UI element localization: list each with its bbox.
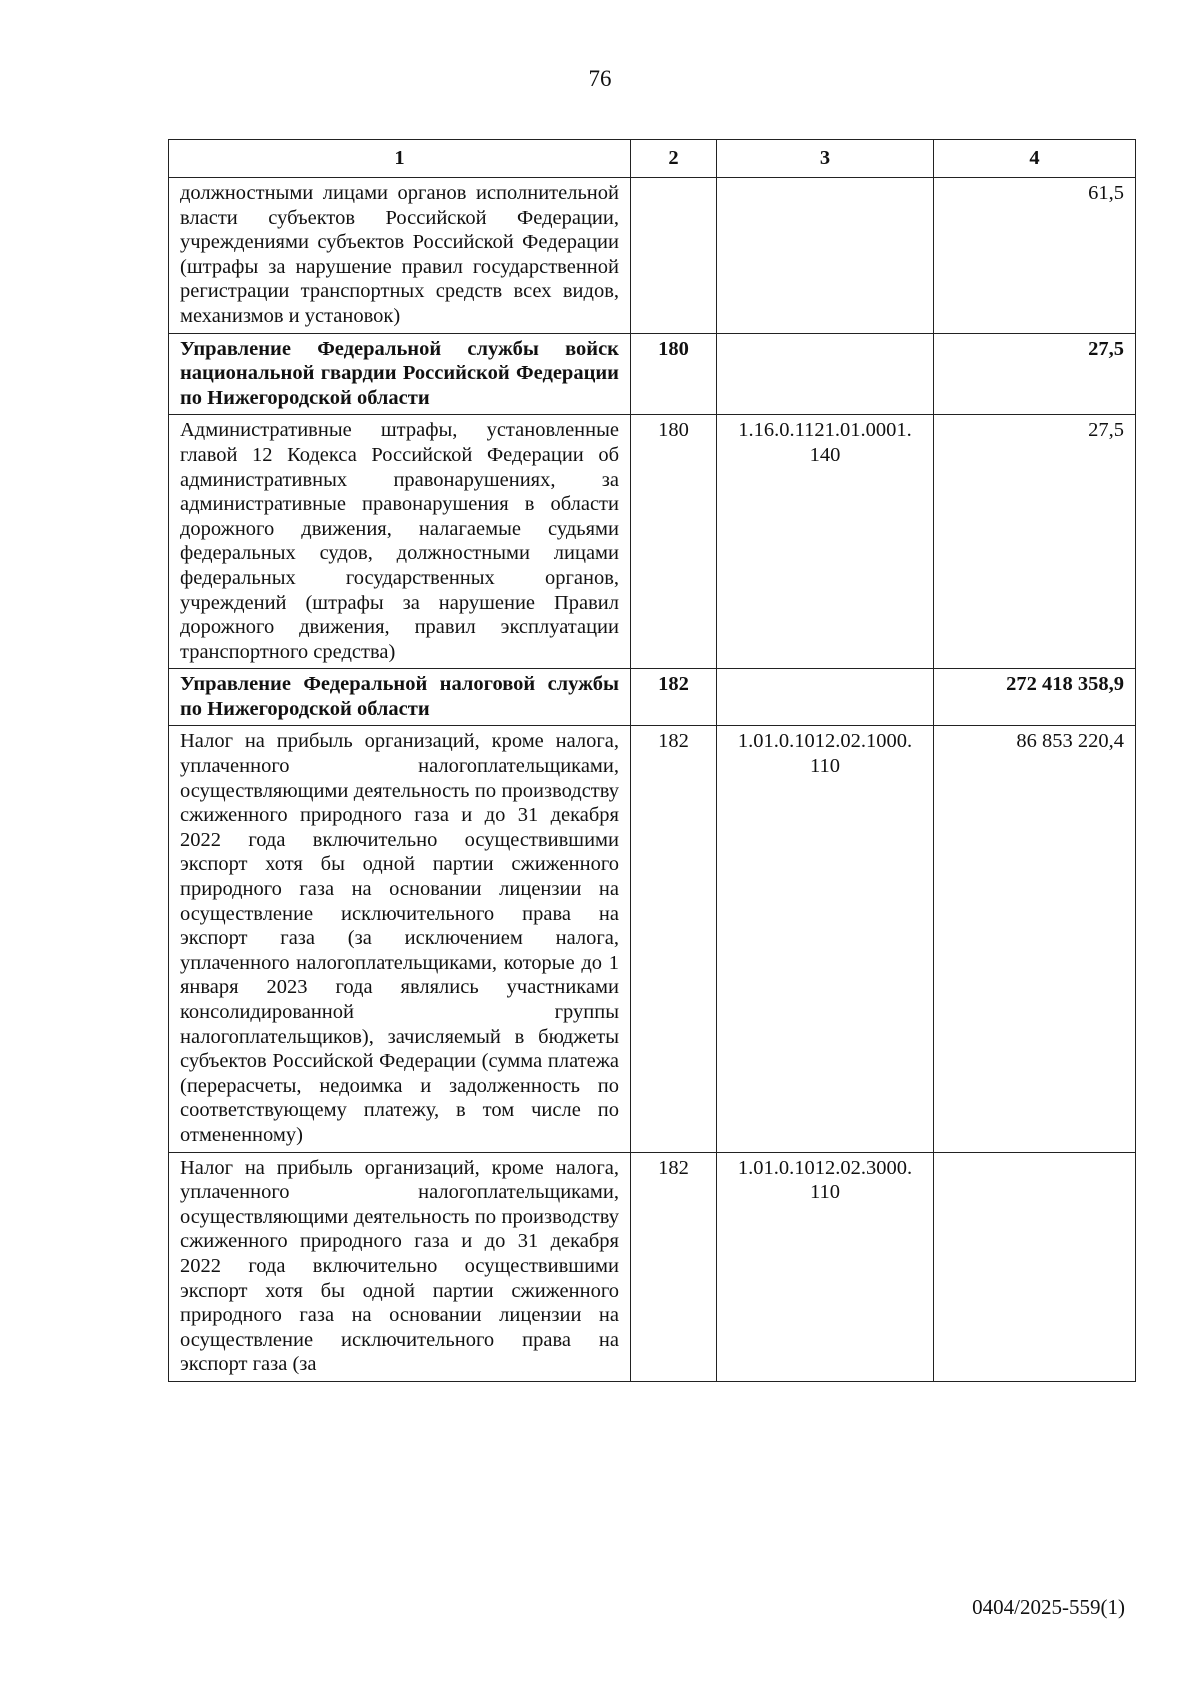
row-kbk-code xyxy=(717,669,934,726)
row-amount xyxy=(934,1152,1136,1381)
table-row xyxy=(169,415,1136,669)
table-row xyxy=(169,669,1136,726)
row-amount: 27,5 xyxy=(934,333,1136,415)
row-admin-code: 180 xyxy=(631,333,717,415)
table-row xyxy=(169,178,1136,334)
column-header-3: 3 xyxy=(717,140,934,178)
row-kbk-code: 1.01.0.1012.02.3000. 110 xyxy=(717,1152,934,1381)
row-kbk-code xyxy=(717,178,934,334)
page-number: 76 xyxy=(588,66,612,91)
row-admin-code: 182 xyxy=(631,669,717,726)
row-description: Налог на прибыль организаций, кроме налога, уплаченного налогоплательщиками, осуществляющими деятельность по производству сжиженного природного газа и до 31 декабря 2022 года включительно осуществившими экспорт хотя бы одной партии сжиженного природного газа на основании лицензии на осуществление исключительного права на экспорт газа (за xyxy=(169,1152,631,1381)
row-description: Управление Федеральной службы войск национальной гвардии Российской Федерации по Нижегородской области xyxy=(169,333,631,415)
table-header-row xyxy=(169,140,1136,178)
row-amount: 86 853 220,4 xyxy=(934,726,1136,1152)
row-amount: 272 418 358,9 xyxy=(934,669,1136,726)
column-header-4: 4 xyxy=(934,140,1136,178)
row-amount: 61,5 xyxy=(934,178,1136,334)
row-admin-code: 180 xyxy=(631,415,717,669)
table-row xyxy=(169,333,1136,415)
column-header-1: 1 xyxy=(169,140,631,178)
row-kbk-code xyxy=(717,333,934,415)
row-admin-code: 182 xyxy=(631,726,717,1152)
row-kbk-code: 1.16.0.1121.01.0001. 140 xyxy=(717,415,934,669)
table-row xyxy=(169,1152,1136,1381)
row-description: Налог на прибыль организаций, кроме налога, уплаченного налогоплательщиками, осуществляющими деятельность по производству сжиженного природного газа и до 31 декабря 2022 года включительно осуществившими экспорт хотя бы одной партии сжиженного природного газа на основании лицензии на осуществление исключительного права на экспорт газа (за исключением налога, уплаченного налогоплательщиками, которые до 1 января 2023 года являлись участниками консолидированной группы налогоплательщиков), зачисляемый в бюджеты субъектов Российской Федерации (сумма платежа (перерасчеты, недоимка и задолженность по соответствующему платежу, в том числе по отмененному) xyxy=(169,726,631,1152)
table-row xyxy=(169,726,1136,1152)
row-kbk-code: 1.01.0.1012.02.1000. 110 xyxy=(717,726,934,1152)
row-description: Административные штрафы, установленные главой 12 Кодекса Российской Федерации об административных правонарушениях, за административные правонарушения в области дорожного движения, налагаемые судьями федеральных судов, должностными лицами федеральных государственных органов, учреждений (штрафы за нарушение Правил дорожного движения, правил эксплуатации транспортного средства) xyxy=(169,415,631,669)
row-admin-code: 182 xyxy=(631,1152,717,1381)
row-description: Управление Федеральной налоговой службы по Нижегородской области xyxy=(169,669,631,726)
row-amount: 27,5 xyxy=(934,415,1136,669)
row-admin-code xyxy=(631,178,717,334)
document-reference: 0404/2025-559(1) xyxy=(972,1595,1125,1619)
column-header-2: 2 xyxy=(631,140,717,178)
revenue-table xyxy=(168,139,1136,1382)
row-description: должностными лицами органов исполнительной власти субъектов Российской Федерации, учреждениями субъектов Российской Федерации (штрафы за нарушение правил государственной регистрации транспортных средств всех видов, механизмов и установок) xyxy=(169,178,631,334)
